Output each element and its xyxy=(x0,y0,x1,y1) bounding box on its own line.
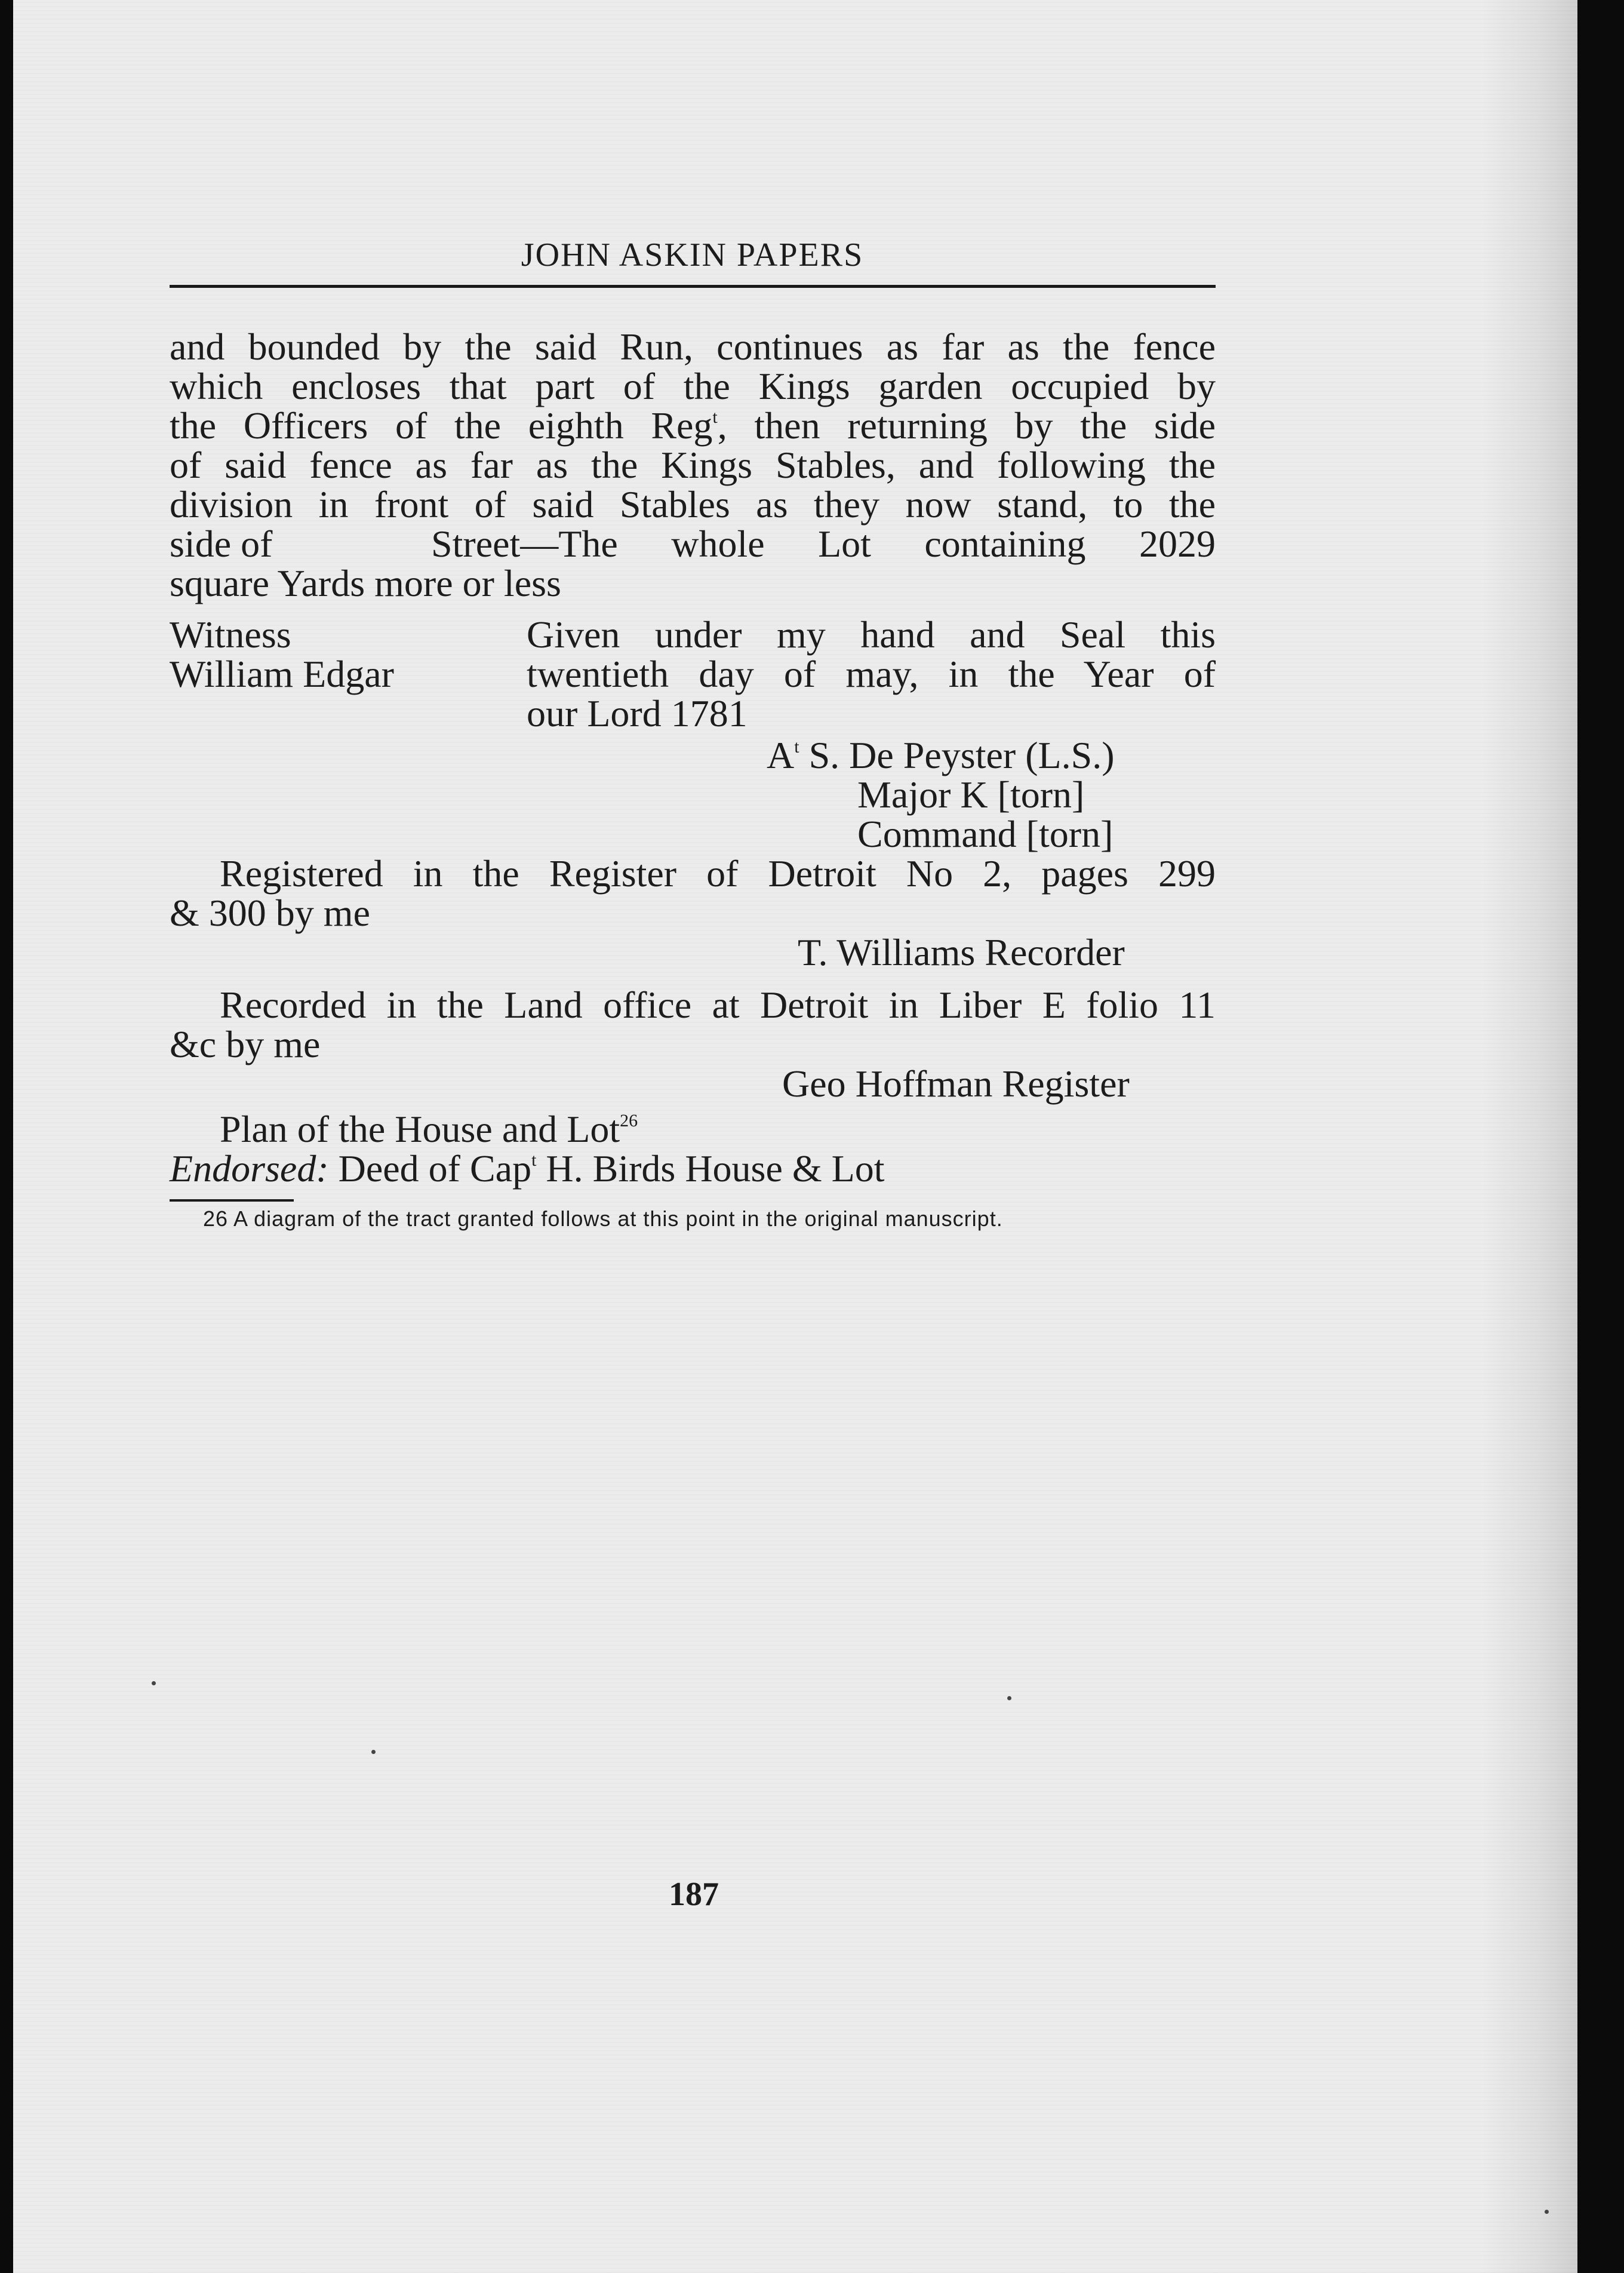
endorsed-line: Endorsed: Deed of Cap$^t$ H. Birds House & Lot xyxy=(170,1147,885,1190)
text-line: the Officers of the eighth Reg$^t$, then returning by the side xyxy=(170,404,1216,447)
given-line: Given under my hand and Seal this xyxy=(527,613,1216,656)
text-line: of said fence as far as the Kings Stables, and following the xyxy=(170,444,1216,486)
recorded-signer: Geo Hoffman Register xyxy=(782,1062,1130,1105)
text-line: square Yards more or less xyxy=(170,562,561,604)
registered-line: Registered in the Register of Detroit No 2, pages 299 xyxy=(220,852,1216,895)
text-line: side of xyxy=(170,523,273,565)
recorded-line: Recorded in the Land office at Detroit in Liber E folio 11 xyxy=(220,984,1216,1026)
paper-speck xyxy=(1007,1696,1011,1700)
signature-line: Major K [torn] xyxy=(857,773,1085,816)
registered-line: & 300 by me xyxy=(170,892,370,934)
running-head: JOHN ASKIN PAPERS xyxy=(521,236,864,274)
paper-speck xyxy=(1545,2210,1549,2214)
text-line: and bounded by the said Run, continues as far as the fence xyxy=(170,325,1216,368)
text-line: division in front of said Stables as they now stand, to the xyxy=(170,483,1216,526)
page-shadow xyxy=(1482,0,1577,2273)
given-line: twentieth day of may, in the Year of xyxy=(527,653,1216,695)
text-line: which encloses that part of the Kings garden occupied by xyxy=(170,365,1216,407)
header-rule xyxy=(170,285,1216,288)
paper-speck xyxy=(371,1750,376,1754)
recorded-line: &c by me xyxy=(170,1023,321,1065)
given-line: our Lord 1781 xyxy=(527,692,748,735)
paper-speck xyxy=(152,1681,156,1685)
book-page xyxy=(13,0,1577,2273)
signature-line: Command [torn] xyxy=(857,813,1114,855)
plan-line: Plan of the House and Lot$^{26}$ xyxy=(220,1108,638,1150)
signature-line: $A^t$ S. De Peyster (L.S.) xyxy=(767,734,1115,776)
footnote: 26 A diagram of the tract granted follows at this point in the original manuscript. xyxy=(203,1206,1003,1231)
text-line: Street—The whole Lot containing 2029 xyxy=(431,523,1216,565)
witness-name: William Edgar xyxy=(170,653,394,695)
footnote-rule xyxy=(170,1199,294,1202)
page-number: 187 xyxy=(669,1876,719,1913)
witness-label: Witness xyxy=(170,613,291,656)
registered-signer: T. Williams Recorder xyxy=(798,931,1125,973)
